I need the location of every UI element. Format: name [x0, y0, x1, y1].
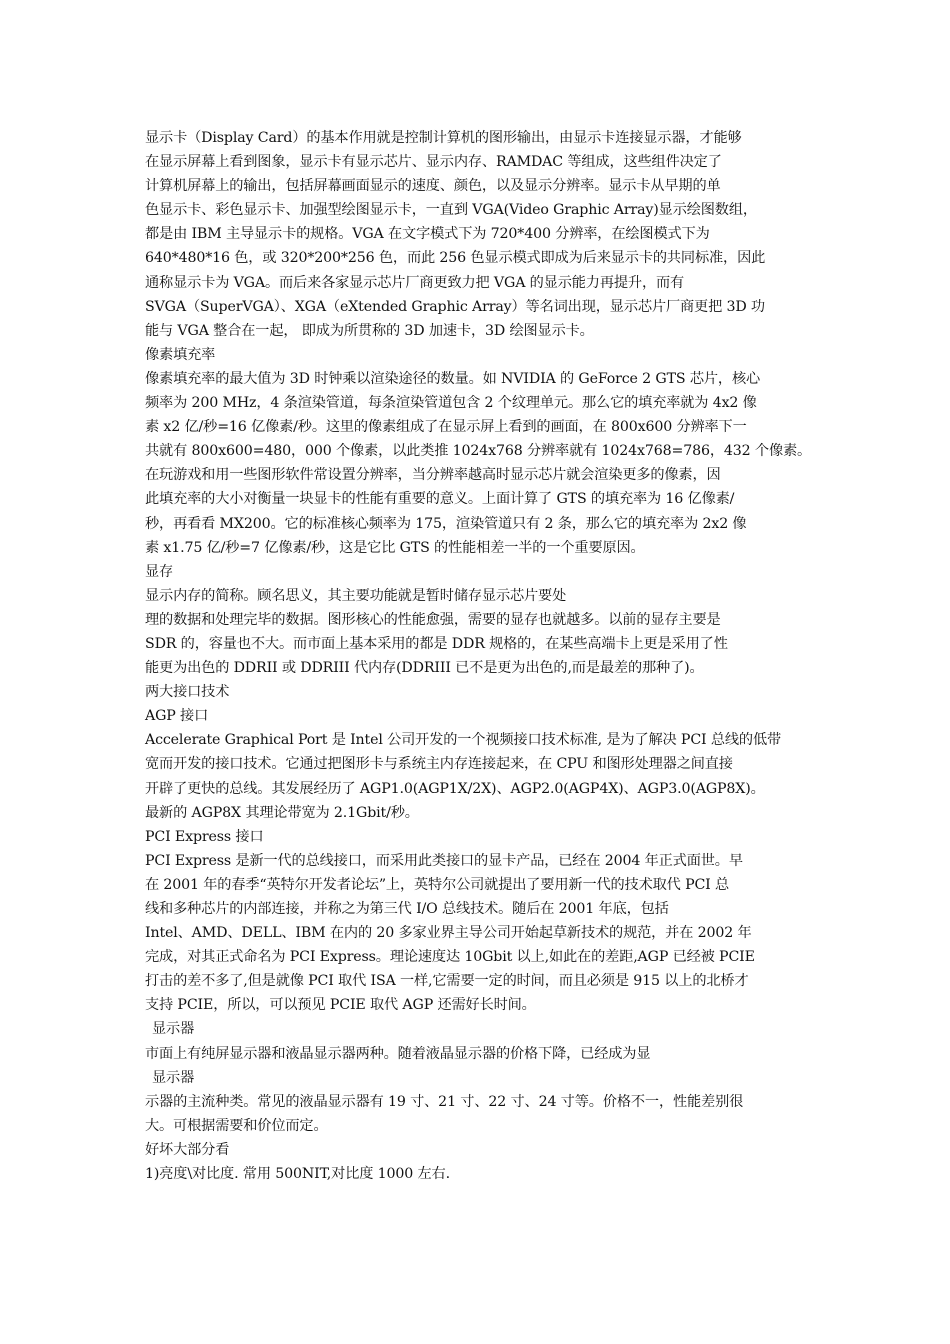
paragraph-line: 素 x1.75 亿/秒=7 亿像素/秒，这是它比 GTS 的性能相差一半的一个重要原因。	[145, 539, 645, 556]
paragraph-line: 都是由 IBM 主导显示卡的规格。VGA 在文字模式下为 720*400 分辨率，在绘图模式下为	[145, 226, 710, 243]
section-heading-monitor: 显示器	[152, 1021, 195, 1038]
section-heading-quality: 好坏大部分看	[145, 1141, 230, 1158]
paragraph-line: 在 2001 年的春季“英特尔开发者论坛”上，英特尔公司就提出了要用新一代的技术取代 PCI 总	[145, 876, 730, 893]
paragraph-line: 理的数据和处理完毕的数据。图形核心的性能愈强，需要的显存也就越多。以前的显存主要是	[145, 611, 721, 628]
paragraph-line: 通称显示卡为 VGA。而后来各家显示芯片厂商更致力把 VGA 的显示能力再提升，而有	[145, 274, 685, 291]
paragraph-line: 秒，再看看 MX200。它的标准核心频率为 175，渲染管道只有 2 条，那么它的填充率为 2x2 像	[145, 515, 747, 532]
paragraph-line: 最新的 AGP8X 其理论带宽为 2.1Gbit/秒。	[145, 804, 419, 821]
paragraph-line: PCI Express 是新一代的总线接口，而采用此类接口的显卡产品，已经在 2004 年正式面世。早	[145, 852, 743, 869]
paragraph-line: 支持 PCIE，所以，可以预见 PCIE 取代 AGP 还需好长时间。	[145, 997, 536, 1014]
paragraph-line: 显示卡（Display Card）的基本作用就是控制计算机的图形输出，由显示卡连接显示器，才能够	[145, 130, 742, 146]
paragraph-line: 显示器	[152, 1069, 195, 1086]
paragraph-line: 线和多种芯片的内部连接，并称之为第三代 I/O 总线技术。随后在 2001 年底，包括	[145, 901, 669, 917]
document-body	[145, 126, 810, 1186]
section-heading-vram: 显存	[145, 563, 174, 580]
paragraph-line: 示器的主流种类。常见的液晶显示器有 19 寸、21 寸、22 寸、24 寸等。价格不一，性能差别很	[145, 1093, 744, 1110]
paragraph-line: Accelerate Graphical Port 是 Intel 公司开发的一个视频接口技术标准, 是为了解决 PCI 总线的低带	[145, 732, 782, 749]
paragraph-line: 在玩游戏和用一些图形软件常设置分辨率，当分辨率越高时显示芯片就会渲染更多的像素，因	[145, 467, 721, 484]
paragraph-line: 像素填充率的最大值为 3D 时钟乘以渲染途径的数量。如 NVIDIA 的 GeForce 2 GTS 芯片，核心	[145, 370, 761, 387]
paragraph-line: 开辟了更快的总线。其发展经历了 AGP1.0(AGP1X/2X)、AGP2.0(AGP4X)、AGP3.0(AGP8X)。	[145, 780, 765, 797]
paragraph-line: 640*480*16 色，或 320*200*256 色，而此 256 色显示模式即成为后来显示卡的共同标准，因此	[145, 250, 766, 267]
paragraph-line: 打击的差不多了,但是就像 PCI 取代 ISA 一样,它需要一定的时间，而且必须是 915 以上的北桥才	[145, 973, 749, 990]
paragraph-line: 此填充率的大小对衡量一块显卡的性能有重要的意义。上面计算了 GTS 的填充率为 16 亿像素/	[145, 491, 735, 508]
paragraph-line: 能更为出色的 DDRII 或 DDRIII 代内存(DDRIII 已不是更为出色的,而是最差的那种了)。	[145, 660, 704, 677]
paragraph-line: SDR 的，容量也不大。而市面上基本采用的都是 DDR 规格的，在某些高端卡上更是采用了性	[145, 635, 728, 652]
paragraph-line: 1)亮度\对比度. 常用 500NIT,对比度 1000 左右.	[145, 1166, 450, 1183]
paragraph-line: 共就有 800x600=480，000 个像素，以此类推 1024x768 分辨率就有 1024x768=786，432 个像素。	[145, 443, 812, 460]
paragraph-line: 频率为 200 MHz，4 条渲染管道，每条渲染管道包含 2 个纹理单元。那么它的填充率就为 4x2 像	[145, 395, 757, 412]
paragraph-line: SVGA（SuperVGA）、XGA（eXtended Graphic Array）等名词出现，显示芯片厂商更把 3D 功	[145, 298, 765, 315]
section-heading-pixel-fill-rate: 像素填充率	[145, 346, 216, 363]
paragraph-line: 在显示屏幕上看到图象，显示卡有显示芯片、显示内存、RAMDAC 等组成，这些组件决定了	[145, 154, 722, 171]
paragraph-line: 素 x2 亿/秒=16 亿像素/秒。这里的像素组成了在显示屏上看到的画面，在 800x600 分辨率下一	[145, 419, 747, 436]
paragraph-line: Intel、AMD、DELL、IBM 在内的 20 多家业界主导公司开始起草新技术的规范，并在 2002 年	[145, 925, 752, 942]
paragraph-line: 色显示卡、彩色显示卡、加强型绘图显示卡，一直到 VGA(Video Graphic Array)显示绘图数组，	[145, 202, 757, 219]
section-heading-pcie: PCI Express 接口	[145, 828, 264, 845]
paragraph-line: 显示内存的简称。顾名思义，其主要功能就是暂时储存显示芯片要处	[145, 587, 567, 604]
paragraph-line: 宽而开发的接口技术。它通过把图形卡与系统主内存连接起来，在 CPU 和图形处理器之间直接	[145, 756, 733, 773]
paragraph-line: 完成，对其正式命名为 PCI Express。理论速度达 10Gbit 以上,如此在的差距,AGP 已经被 PCIE	[145, 949, 755, 966]
paragraph-line: 能与 VGA 整合在一起， 即成为所贯称的 3D 加速卡，3D 绘图显示卡。	[145, 322, 594, 339]
paragraph-line: 计算机屏幕上的输出，包括屏幕画面显示的速度、颜色，以及显示分辨率。显示卡从早期的单	[145, 178, 721, 195]
section-heading-agp: AGP 接口	[145, 708, 209, 725]
paragraph-line: 市面上有纯屏显示器和液晶显示器两种。随着液晶显示器的价格下降，已经成为显	[145, 1045, 651, 1062]
paragraph-line: 大。可根据需要和价位而定。	[145, 1117, 328, 1134]
section-heading-interfaces: 两大接口技术	[145, 684, 230, 701]
